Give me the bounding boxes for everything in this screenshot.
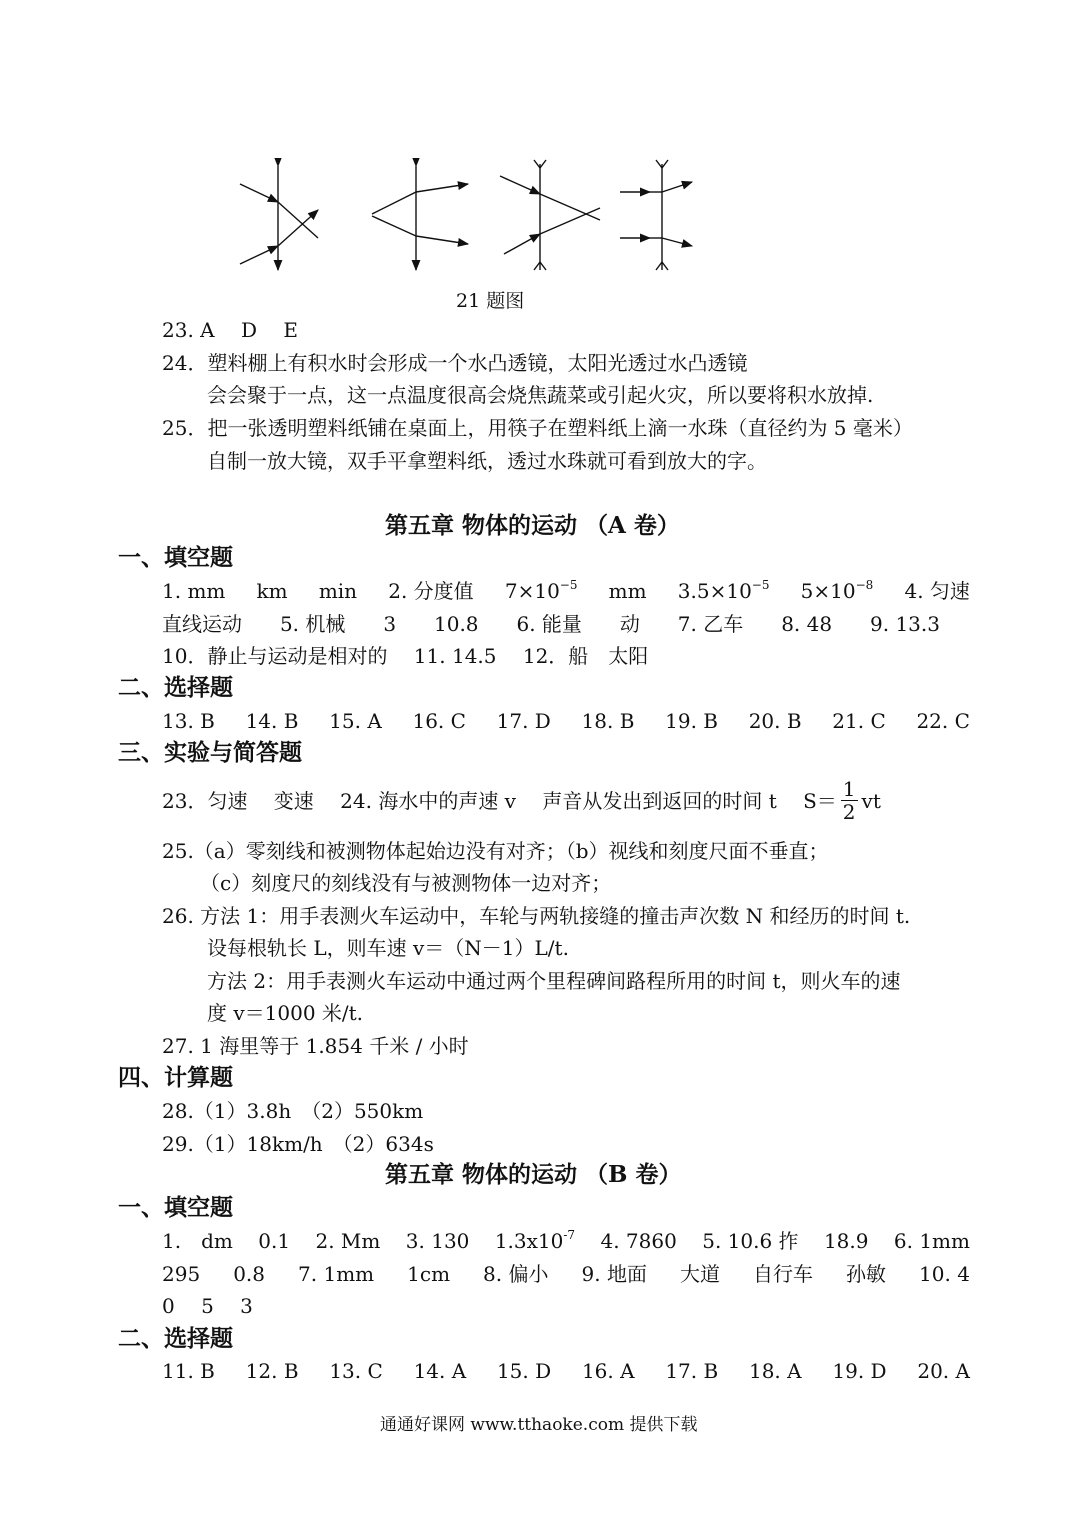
choice-answer: 15. A: [329, 709, 382, 733]
fill-item: 18.9: [823, 1229, 869, 1253]
chapter-a-section-choice-title: 二、选择题: [118, 674, 233, 701]
chapter-b-fill-line-2: [162, 1261, 970, 1287]
choice-answer: 16. C: [412, 709, 466, 733]
concave-lens-diagram-1: [500, 160, 600, 270]
answer-23-24-text: 23．匀速 变速 24. 海水中的声速 v 声音从发出到返回的时间 t S＝: [162, 788, 837, 813]
power-base: 5×10: [800, 579, 856, 603]
fraction-numerator: 1: [842, 777, 856, 801]
power-exponent: −5: [559, 578, 578, 592]
fill-item: 0.8: [233, 1262, 266, 1286]
chapter-a-section-fill-title: 一、填空题: [118, 544, 233, 571]
fill-item: 动: [619, 612, 640, 636]
chapter-a-choice-row: [162, 708, 970, 734]
fill-item: mm: [608, 579, 647, 603]
choice-answer: 16. A: [581, 1359, 635, 1383]
page-footer: 通通好课网 www.tthaoke.com 提供下载: [380, 1415, 698, 1435]
concave-lens-diagram-2: [620, 160, 692, 270]
choice-answer: 19. D: [832, 1359, 887, 1383]
answer-25-line-2: 自制一放大镜，双手平拿塑料纸，透过水珠就可看到放大的字。: [207, 449, 767, 473]
choice-answer: 12. B: [245, 1359, 299, 1383]
fill-item-power: [801, 578, 874, 604]
chapter-b-fill-line-1: [162, 1228, 970, 1254]
fill-item: 自行车: [753, 1262, 813, 1286]
fill-item: 5. 10.6 拃: [702, 1229, 799, 1253]
answer-25-a-line-1: 25.（a）零刻线和被测物体起始边没有对齐；（b）视线和刻度尺面不垂直；: [162, 839, 829, 863]
chapter-a-fill-line-1: [162, 578, 970, 604]
answer-26-line-2: 设每根轨长 L，则车速 v＝（N－1）L/t.: [207, 936, 569, 960]
choice-answer: 17. B: [665, 1359, 719, 1383]
fill-item-power: [505, 578, 578, 604]
fill-item: 9. 13.3: [870, 612, 940, 636]
chapter-a-section-experiment-title: 三、实验与简答题: [118, 739, 302, 766]
fill-item: km: [256, 579, 288, 603]
choice-answer: 21. C: [832, 709, 886, 733]
fill-item: 2. Mm: [315, 1229, 381, 1253]
choice-answer: 20. B: [748, 709, 802, 733]
chapter-b-choice-row: [162, 1358, 970, 1384]
chapter-a-fill-line-2: [162, 611, 940, 637]
fill-item: 4. 7860: [600, 1229, 677, 1253]
fill-item: 直线运动: [162, 612, 242, 636]
fill-item-power: [678, 578, 770, 604]
answer-29: 29.（1）18km/h （2）634s: [162, 1132, 434, 1156]
fill-item: 1. mm: [162, 579, 226, 603]
convex-lens-diagram-1: [240, 166, 318, 270]
choice-answer: 22. C: [916, 709, 970, 733]
fill-item: 295: [162, 1262, 201, 1286]
convex-lens-diagram-2: [372, 166, 468, 270]
choice-answer: 13. C: [329, 1359, 383, 1383]
answer-24-line-1: 24．塑料棚上有积水时会形成一个水凸透镜，太阳光透过水凸透镜: [162, 351, 748, 375]
fill-item: 10.8: [434, 612, 479, 636]
power-base: 3.5×10: [677, 579, 752, 603]
chapter-a-section-calc-title: 四、计算题: [118, 1064, 233, 1091]
fill-item: 6. 1mm: [893, 1229, 970, 1253]
choice-answer: 17. D: [496, 709, 551, 733]
answer-26-line-4: 度 v＝1000 米/t.: [207, 1001, 364, 1025]
power-exponent: -7: [563, 1228, 576, 1242]
choice-answer: 11. B: [162, 1359, 215, 1383]
answer-28: 28.（1）3.8h （2）550km: [162, 1099, 424, 1123]
fill-item: 6. 能量: [516, 612, 582, 636]
fill-item: 3. 130: [405, 1229, 470, 1253]
fill-item: 1cm: [407, 1262, 451, 1286]
fill-item: 3: [383, 612, 397, 636]
power-exponent: −8: [855, 578, 874, 592]
fill-item: 孙敏: [846, 1262, 887, 1286]
fill-item: min: [318, 579, 358, 603]
answer-23-24: [162, 778, 881, 823]
fill-item: 8. 48: [781, 612, 833, 636]
choice-answer: 15. D: [496, 1359, 552, 1383]
answer-26-line-1: 26. 方法 1：用手表测火车运动中，车轮与两轨接缝的撞击声次数 N 和经历的时间 t.: [162, 904, 911, 928]
fill-item: 大道: [679, 1262, 720, 1286]
answer-25-line-1: 25．把一张透明塑料纸铺在桌面上，用筷子在塑料纸上滴一水珠（直径约为 5 毫米）: [162, 416, 913, 440]
fraction-denominator: 2: [842, 800, 856, 824]
fill-item: 10. 4: [919, 1262, 970, 1286]
chapter-b-fill-line-3: 0 5 3: [162, 1294, 253, 1318]
answer-24-line-2: 会会聚于一点，这一点温度很高会烧焦蔬菜或引起火灾，所以要将积水放掉.: [207, 383, 874, 407]
chapter-b-section-choice-title: 二、选择题: [118, 1325, 233, 1352]
choice-answer: 18. A: [748, 1359, 802, 1383]
choice-answer: 19. B: [665, 709, 718, 733]
fill-item: 1. dm: [162, 1229, 233, 1253]
fill-item: 4. 匀速: [904, 579, 970, 603]
fill-item: 7. 乙车: [677, 612, 744, 636]
fill-item: 8. 偏小: [483, 1262, 549, 1286]
chapter-b-section-fill-title: 一、填空题: [118, 1194, 233, 1221]
chapter-b-title: 第五章 物体的运动 （B 卷）: [385, 1161, 682, 1188]
lens-ray-diagram-figure: [230, 158, 700, 276]
chapter-a-fill-line-3: 10．静止与运动是相对的 11. 14.5 12．船 太阳: [162, 644, 649, 668]
fill-item: 0.1: [258, 1229, 291, 1253]
fill-item-power: [495, 1228, 575, 1254]
choice-answer: 14. A: [413, 1359, 467, 1383]
power-exponent: −5: [751, 578, 770, 592]
power-base: 1.3x10: [494, 1229, 564, 1253]
figure-caption: 21 题图: [456, 290, 525, 312]
choice-answer: 18. B: [581, 709, 635, 733]
answer-25-a-line-2: （c）刻度尺的刻线没有与被测物体一边对齐；: [200, 871, 612, 895]
fill-item: 5. 机械: [279, 612, 346, 636]
power-base: 7×10: [504, 579, 560, 603]
chapter-a-title: 第五章 物体的运动 （A 卷）: [385, 512, 680, 539]
formula-tail: vt: [861, 788, 881, 813]
choice-answer: 13. B: [162, 709, 215, 733]
choice-answer: 20. A: [917, 1359, 970, 1383]
choice-answer: 14. B: [245, 709, 299, 733]
fill-item: 2. 分度值: [388, 579, 474, 603]
fill-item: 9. 地面: [581, 1262, 647, 1286]
fill-item: 7. 1mm: [298, 1262, 375, 1286]
answer-27: 27. 1 海里等于 1.854 千米 / 小时: [162, 1034, 469, 1058]
answer-26-line-3: 方法 2：用手表测火车运动中通过两个里程碑间路程所用的时间 t，则火车的速: [207, 969, 901, 993]
fraction-one-half: [841, 778, 858, 823]
answer-23: 23. A D E: [162, 318, 298, 342]
